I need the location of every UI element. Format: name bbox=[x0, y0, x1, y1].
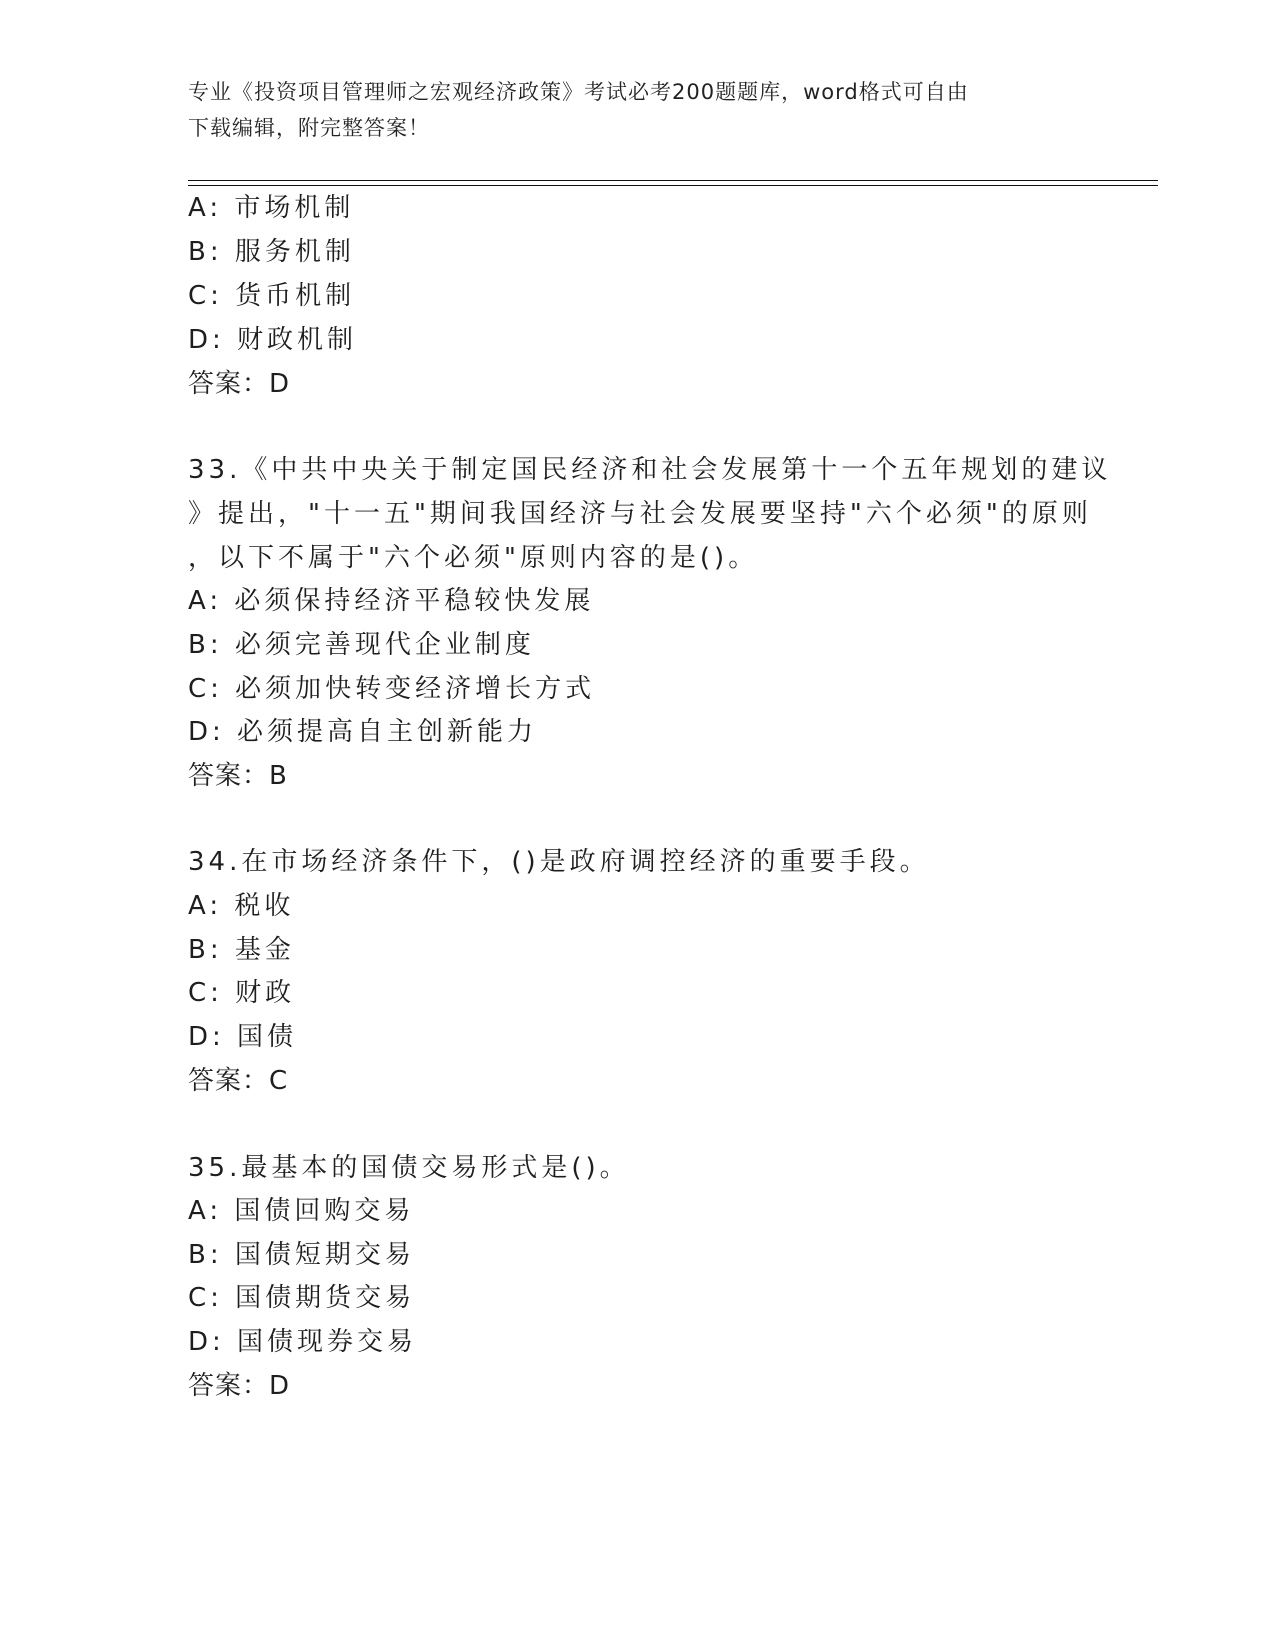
q33-stem-line-3: ，以下不属于"六个必须"原则内容的是()。 bbox=[188, 543, 759, 573]
q32-option-c: C: 货币机制 bbox=[188, 281, 356, 311]
q33-option-c: C: 必须加快转变经济增长方式 bbox=[188, 674, 596, 704]
q35-answer: 答案：D bbox=[188, 1371, 291, 1401]
q35-stem-line-1: 35.最基本的国债交易形式是()。 bbox=[188, 1153, 630, 1183]
header-divider-top bbox=[188, 180, 1158, 181]
header-line-1: 专业《投资项目管理师之宏观经济政策》考试必考200题题库，word格式可自由 bbox=[188, 80, 969, 104]
q34-option-b: B: 基金 bbox=[188, 935, 295, 965]
q33-answer: 答案：B bbox=[188, 761, 288, 791]
q35-option-b: B: 国债短期交易 bbox=[188, 1240, 415, 1270]
q32-answer: 答案：D bbox=[188, 369, 291, 399]
q33-stem-line-2: 》提出，"十一五"期间我国经济与社会发展要坚持"六个必须"的原则 bbox=[188, 499, 1092, 529]
q34-option-c: C: 财政 bbox=[188, 978, 296, 1008]
q34-option-d: D: 国债 bbox=[188, 1022, 298, 1052]
q33-option-b: B: 必须完善现代企业制度 bbox=[188, 630, 535, 660]
header-line-2: 下载编辑，附完整答案！ bbox=[188, 116, 430, 140]
q33-option-a: A: 必须保持经济平稳较快发展 bbox=[188, 586, 595, 616]
q33-stem-line-1: 33.《中共中央关于制定国民经济和社会发展第十一个五年规划的建议 bbox=[188, 455, 1112, 485]
document-header bbox=[188, 74, 1088, 146]
q32-option-b: B: 服务机制 bbox=[188, 237, 355, 267]
q35-option-d: D: 国债现券交易 bbox=[188, 1327, 418, 1357]
q34-stem-line-1: 34.在市场经济条件下，()是政府调控经济的重要手段。 bbox=[188, 847, 930, 877]
header-divider-bottom bbox=[188, 185, 1158, 186]
q35-option-c: C: 国债期货交易 bbox=[188, 1283, 416, 1313]
q33-option-d: D: 必须提高自主创新能力 bbox=[188, 717, 538, 747]
q34-option-a: A: 税收 bbox=[188, 891, 295, 921]
q34-answer: 答案：C bbox=[188, 1066, 289, 1096]
q32-option-a: A: 市场机制 bbox=[188, 193, 355, 223]
q35-option-a: A: 国债回购交易 bbox=[188, 1196, 415, 1226]
q32-option-d: D: 财政机制 bbox=[188, 325, 358, 355]
